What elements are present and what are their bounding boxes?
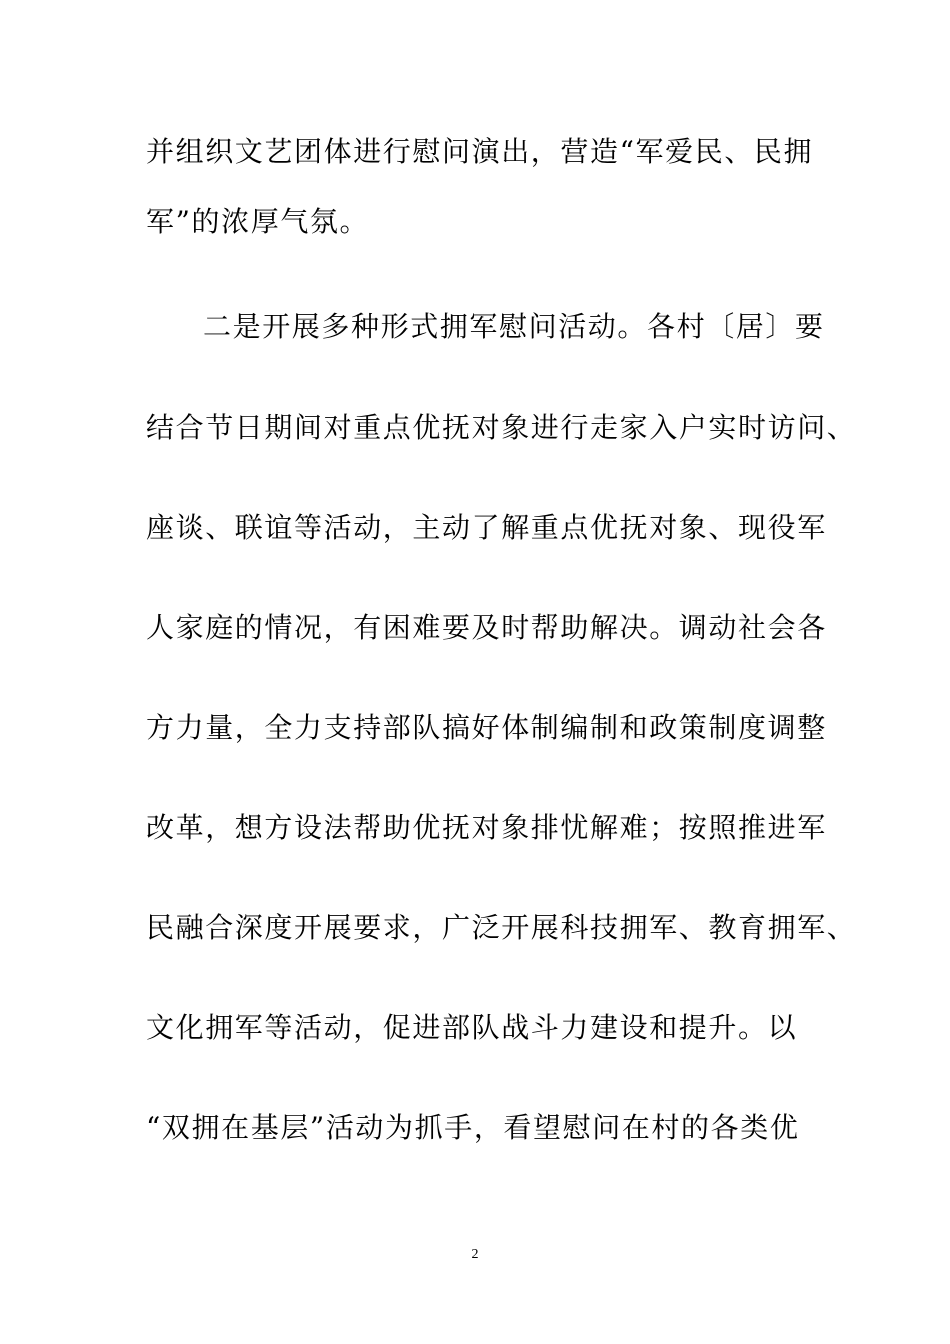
paragraph-line: 人家庭的情况，有困难要及时帮助解决。调动社会各 <box>146 611 827 644</box>
paragraph-line: “双拥在基层”活动为抓手，看望慰问在村的各类优 <box>146 1111 800 1144</box>
paragraph-line: 座谈、联谊等活动，主动了解重点优抚对象、现役军 <box>146 511 827 544</box>
paragraph-line: 方力量，全力支持部队搞好体制编制和政策制度调整 <box>146 711 827 744</box>
page-number: 2 <box>471 1247 479 1262</box>
paragraph-line: 二是开展多种形式拥军慰问活动。各村〔居〕要 <box>203 310 825 343</box>
paragraph-line: 文化拥军等活动，促进部队战斗力建设和提升。以 <box>146 1011 798 1044</box>
paragraph-line: 民融合深度开展要求，广泛开展科技拥军、教育拥军、 <box>146 911 857 944</box>
paragraph-line: 改革，想方设法帮助优抚对象排忧解难；按照推进军 <box>146 811 827 844</box>
paragraph-line: 结合节日期间对重点优抚对象进行走家入户实时访问、 <box>146 411 857 444</box>
paragraph-line: 并组织文艺团体进行慰问演出，营造“军爱民、民拥 <box>146 135 814 168</box>
paragraph-line: 军”的浓厚气氛。 <box>146 205 370 238</box>
